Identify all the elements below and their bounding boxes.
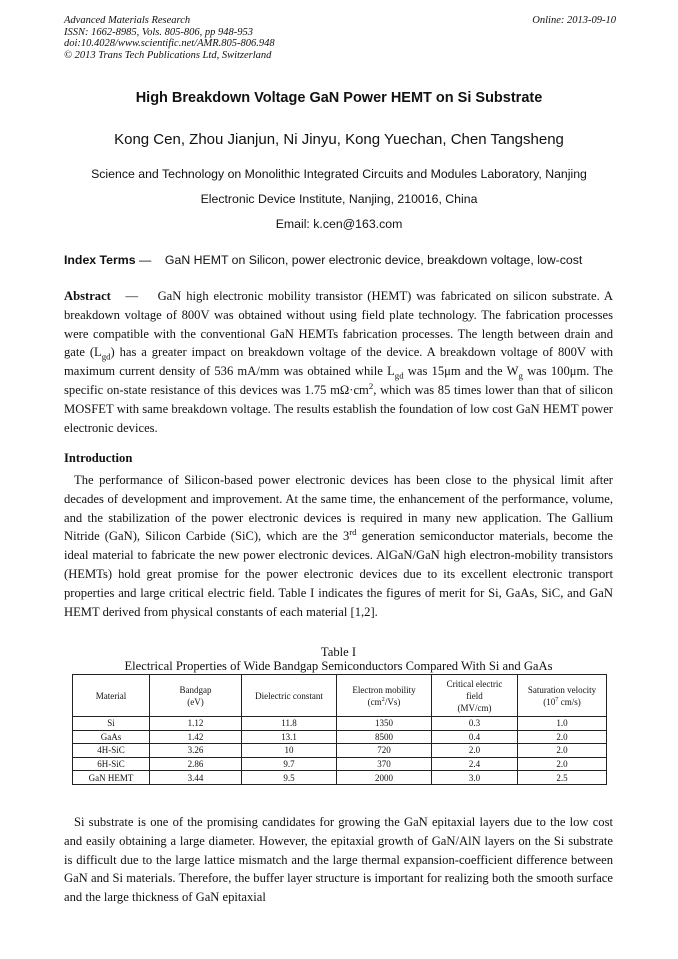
abstract-dash: — bbox=[110, 289, 158, 303]
col-header-material bbox=[73, 675, 150, 717]
header-text: (eV) bbox=[187, 696, 204, 707]
table-cell: 9.7 bbox=[242, 757, 337, 771]
issn-line: ISSN: 1662-8985, Vols. 805-806, pp 948-953 bbox=[64, 26, 253, 38]
abstract-text: was 100μm. The specific on-state resistance of this devices was 1.75 mΩ·cm bbox=[64, 364, 613, 397]
table-header-row bbox=[73, 675, 607, 717]
table-caption-title: Electrical Properties of Wide Bandgap Semiconductors Compared With Si and GaAs bbox=[124, 659, 553, 673]
table-cell: 9.5 bbox=[242, 771, 337, 785]
table-cell: 3.26 bbox=[150, 744, 242, 758]
abstract-text: ) has a greater impact on breakdown voltage of the device. A breakdown voltage of 800V with maximum current density of 536 mA/mm was obtained while L bbox=[64, 345, 613, 379]
abstract-text: GaN high electronic mobility transistor (HEMT) was fabricated on silicon substrate. A breakdown voltage of 800V was obtained without using field plate technology. The fabrication processes were compatible with the conventional GaN HEMTs fabrication processes. The length between drain and gate (L bbox=[64, 289, 613, 360]
table-cell: 370 bbox=[337, 757, 432, 771]
author-email: Email: k.cen@163.com bbox=[275, 217, 403, 231]
table-cell: 2.0 bbox=[518, 757, 607, 771]
index-terms bbox=[64, 253, 624, 267]
properties-table bbox=[72, 674, 607, 785]
header-text: Saturation velocity bbox=[527, 684, 597, 695]
table-cell: 0.4 bbox=[432, 730, 518, 744]
header-text: /Vs) bbox=[384, 696, 401, 707]
table-row bbox=[73, 730, 607, 744]
header-text: Material bbox=[95, 690, 127, 701]
header-text bbox=[337, 696, 431, 708]
table-row bbox=[73, 744, 607, 758]
table-row bbox=[73, 757, 607, 771]
table-cell: 3.44 bbox=[150, 771, 242, 785]
table-cell: 2.4 bbox=[432, 757, 518, 771]
col-header-dielectric bbox=[242, 675, 337, 717]
table-cell: 720 bbox=[337, 744, 432, 758]
author-list: Kong Cen, Zhou Jianjun, Ni Jinyu, Kong Yuechan, Chen Tangsheng bbox=[114, 131, 564, 148]
table-cell: 0.3 bbox=[432, 717, 518, 731]
header-text: Electron mobility bbox=[352, 684, 416, 695]
table-cell: 2.0 bbox=[518, 744, 607, 758]
abstract-text: , which was 85 times lower than that of silicon MOSFET with same breakdown voltage. The results establish the foundation of low cost GaN HEMT power electronic devices. bbox=[64, 382, 614, 435]
paper-title: High Breakdown Voltage GaN Power HEMT on Si Substrate bbox=[135, 90, 543, 106]
superscript: 2 bbox=[368, 380, 374, 391]
table-cell: 11.8 bbox=[242, 717, 337, 731]
table-cell: 4H-SiC bbox=[73, 744, 150, 758]
header-text: Critical electric bbox=[446, 678, 503, 689]
table-cell: 3.0 bbox=[432, 771, 518, 785]
header-text: (cm bbox=[367, 696, 382, 707]
table-cell: 2000 bbox=[337, 771, 432, 785]
table-cell: 10 bbox=[242, 744, 337, 758]
header-text: cm/s) bbox=[558, 696, 581, 707]
copyright-line: © 2013 Trans Tech Publications Ltd, Switzerland bbox=[64, 49, 272, 61]
subscript: gd bbox=[394, 370, 404, 381]
table-caption-number: Table I bbox=[320, 645, 357, 659]
introduction-heading: Introduction bbox=[64, 451, 133, 465]
journal-header bbox=[64, 15, 616, 61]
col-header-mobility bbox=[337, 675, 432, 717]
intro-text: The performance of Silicon-based power electronic devices has been close to the physical limit after decades of development and improvement. At the same time, the enhancement of the performance, volume, and the stabilization of the power electronic devices is required in many new application. The Gallium Nitride (GaN), Silicon Carbide (SiC), which are the 3 bbox=[64, 473, 613, 544]
table-cell: 1350 bbox=[337, 717, 432, 731]
table-cell: 2.86 bbox=[150, 757, 242, 771]
table-cell: 1.42 bbox=[150, 730, 242, 744]
intro-text: generation semiconductor materials, become the ideal material to fabricate the new power electronic devices. AlGaN/GaN high electron-mobility transistors (HEMTs) hold great promise for the power electronic devices due to its excellent electronic transport properties and large critical electric field. Table I indicates the figures of merit for Si, GaAs, SiC, and GaN HEMT derived from physical constants of each material [1,2]. bbox=[64, 529, 614, 619]
substrate-paragraph: Si substrate is one of the promising candidates for growing the GaN epitaxial layers due to the low cost and easily obtaining a large diameter. However, the epitaxial growth of GaN/AlN layers on the Si substrate is difficult due to the large lattice mismatch and the large thermal expansion-coefficient difference between GaN and Si materials. Therefore, the buffer layer structure is important for realizing both the smooth surface and the large thickness of GaN epitaxial bbox=[64, 815, 613, 905]
index-terms-dash: — bbox=[135, 253, 165, 267]
table-cell: 13.1 bbox=[242, 730, 337, 744]
header-text: Bandgap bbox=[179, 684, 212, 695]
header-text: (MV/cm) bbox=[457, 702, 492, 713]
table-cell: 1.0 bbox=[518, 717, 607, 731]
affiliation-line-2: Electronic Device Institute, Nanjing, 210016, China bbox=[200, 192, 478, 206]
abstract-paragraph bbox=[64, 287, 613, 437]
index-terms-text: GaN HEMT on Silicon, power electronic device, breakdown voltage, low-cost bbox=[164, 253, 583, 267]
table-cell: GaAs bbox=[73, 730, 150, 744]
online-date: Online: 2013-09-10 bbox=[532, 15, 616, 26]
superscript: 2 bbox=[381, 695, 385, 703]
table-row bbox=[73, 771, 607, 785]
table-cell: 2.0 bbox=[518, 730, 607, 744]
table-cell: 2.0 bbox=[432, 744, 518, 758]
col-header-saturation-velocity bbox=[518, 675, 607, 717]
header-text: (10 bbox=[543, 696, 556, 707]
doi-line: doi:10.4028/www.scientific.net/AMR.805-806.948 bbox=[64, 38, 275, 49]
abstract-label: Abstract bbox=[64, 289, 111, 303]
index-terms-label: Index Terms bbox=[64, 253, 136, 267]
subscript: g bbox=[518, 370, 523, 381]
affiliation-line-1: Science and Technology on Monolithic Integrated Circuits and Modules Laboratory, Nanjing bbox=[91, 167, 587, 181]
table-cell: 6H-SiC bbox=[73, 757, 150, 771]
table-row bbox=[73, 717, 607, 731]
subscript: gd bbox=[101, 351, 111, 362]
col-header-bandgap bbox=[150, 675, 242, 717]
superscript: rd bbox=[349, 527, 357, 538]
superscript: 7 bbox=[555, 695, 559, 703]
header-text: field bbox=[466, 690, 483, 701]
table-cell: 8500 bbox=[337, 730, 432, 744]
header-text: Dielectric constant bbox=[255, 690, 323, 701]
abstract-text: was 15μm and the W bbox=[403, 364, 519, 379]
table-cell: Si bbox=[73, 717, 150, 731]
table-cell: GaN HEMT bbox=[73, 771, 150, 785]
journal-name: Advanced Materials Research bbox=[64, 15, 191, 26]
table-cell: 1.12 bbox=[150, 717, 242, 731]
table-cell: 2.5 bbox=[518, 771, 607, 785]
introduction-paragraph bbox=[64, 471, 613, 621]
col-header-critical-field bbox=[432, 675, 518, 717]
header-text bbox=[518, 696, 606, 708]
